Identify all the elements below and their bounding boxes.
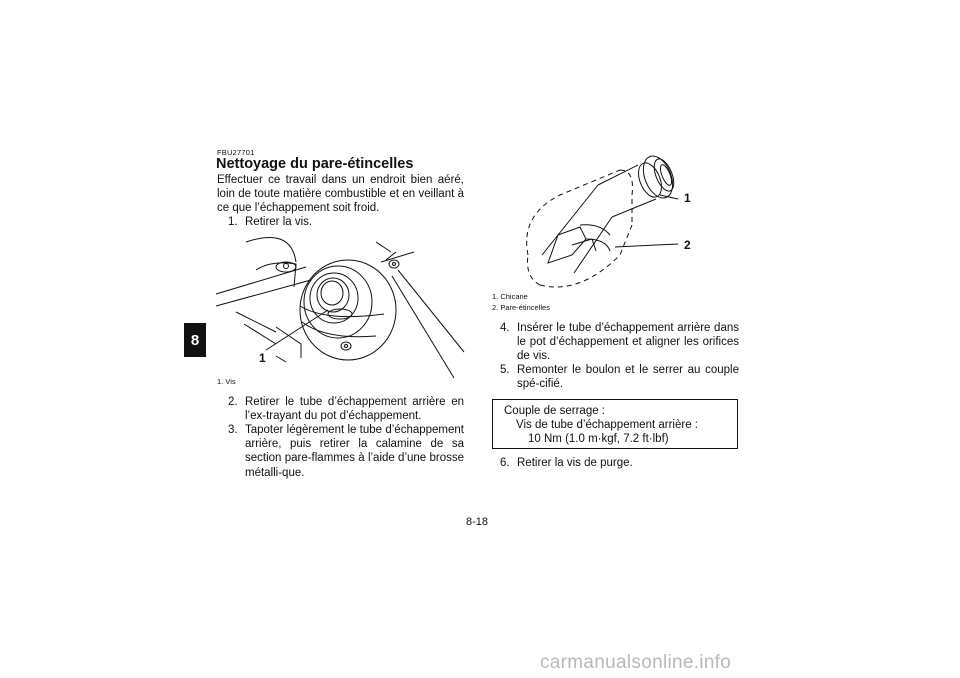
step-3 [228,423,464,481]
step-text: Retirer la vis. [245,216,313,228]
muffler-screw-illustration [216,232,466,378]
figure1-caption: 1. Vis [217,377,236,386]
figure1-callout-1: 1 [259,351,266,365]
step-text: Remonter le boulon et le serrer au couple spé-cifié. [517,364,739,391]
step-number: 3. [228,424,238,436]
figure2-caption-2: 2. Pare-étincelles [492,303,550,312]
watermark-text: carmanualsonline.info [540,652,732,673]
chapter-tab: 8 [184,323,206,357]
torque-heading: Couple de serrage : [504,405,606,417]
page-number: 8-18 [466,516,489,528]
step-1 [228,215,464,230]
figure2-callout-2: 2 [684,238,691,252]
step-text: Tapoter légèrement le tube d’échappement arrière, puis retirer la calamine de sa section pare-flammes à l’aide d’une brosse métalli-que. [245,424,464,479]
step-text: Retirer la vis de purge. [517,457,633,469]
step-number: 5. [500,364,510,376]
step-4 [500,321,739,365]
step-6 [500,456,739,471]
page-title: Nettoyage du pare-étincelles [216,156,414,172]
step-text: Retirer le tube d’échappement arrière en l’ex-trayant du pot d’échappement. [245,396,464,423]
step-5 [500,363,739,393]
step-number: 4. [500,322,510,334]
step-text: Insérer le tube d’échappement arrière dans le pot d’échappement et aligner les orifices de vis. [517,322,739,363]
step-number: 6. [500,457,510,469]
section-code: FBU27701 [217,148,255,157]
figure2-caption-1: 1. Chicane [492,292,528,301]
step-number: 2. [228,396,238,408]
intro-paragraph: Effectuer ce travail dans un endroit bien aéré, loin de toute matière combustible et en veillant à ce que l’échappement soit froid. [217,174,464,215]
step-2 [228,395,464,425]
torque-value: 10 Nm (1.0 m·kgf, 7.2 ft·lbf) [528,433,669,445]
step-number: 1. [228,216,238,228]
torque-item: Vis de tube d’échappement arrière : [516,419,698,431]
torque-spec-box [492,399,738,449]
figure2-callout-1: 1 [684,191,691,205]
spark-arrester-illustration [520,155,700,290]
